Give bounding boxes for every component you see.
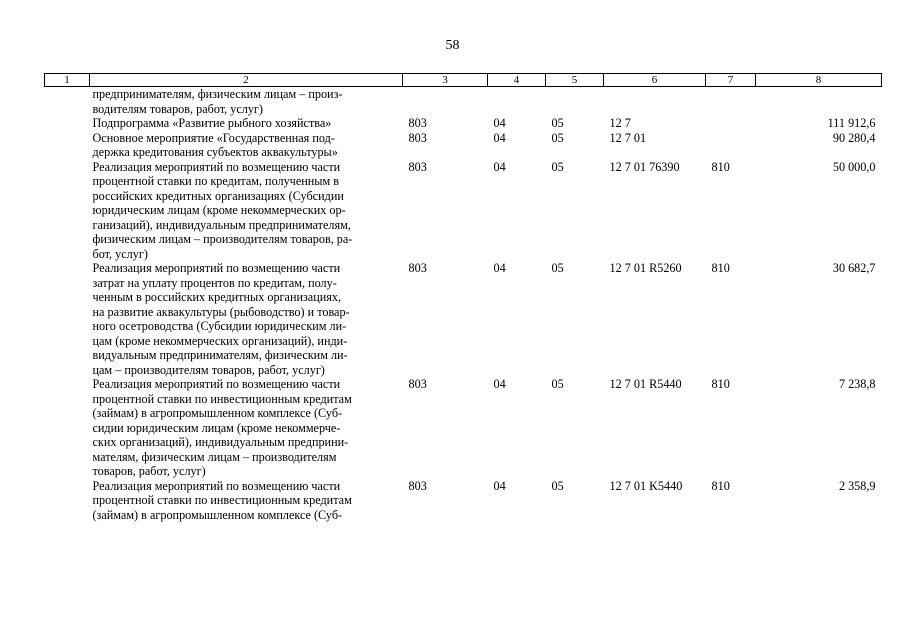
- code-c3: 803: [408, 478, 427, 493]
- row-name-line: процентной ставки по инвестиционным кредитам: [92, 493, 352, 507]
- amount: [756, 87, 882, 117]
- table-row: [45, 479, 882, 523]
- column-header-6: 6: [604, 74, 706, 87]
- code-c6: 12 7: [609, 116, 631, 130]
- row-name-line: на развитие аквакультуры (рыбоводство) и товар-: [92, 304, 350, 319]
- row-name-line: мателям, физическим лицам – производителям: [92, 449, 337, 464]
- code-c7: 810: [711, 261, 730, 275]
- row-name: [90, 116, 403, 131]
- row-name-line: цам – производителям товаров, работ, услуг): [92, 362, 325, 377]
- row-name-line: Реализация мероприятий по возмещению части: [92, 261, 341, 275]
- row-name-line: видуальным предпринимателям, физическим ли-: [92, 348, 348, 362]
- row-cell-1: [45, 479, 90, 523]
- row-name-line: ских организаций), индивидуальным предприни-: [92, 435, 349, 449]
- row-cell-1: [45, 87, 90, 117]
- row-name-line: ченным в российских кредитных организациях,: [92, 290, 341, 304]
- code-c6: 12 7 01 76390: [609, 159, 680, 174]
- code-c6: 12 7 01 K5440: [609, 478, 683, 493]
- code-c7: [706, 87, 756, 117]
- row-name-line: процентной ставки по кредитам, полученным в: [92, 174, 339, 188]
- code-c3: 803: [408, 130, 427, 145]
- row-name-line: юридическим лицам (кроме некоммерческих ор-: [92, 203, 346, 217]
- row-name: [90, 160, 403, 262]
- amount: 2 358,9: [838, 478, 876, 493]
- code-c4: 04: [493, 116, 506, 130]
- amount: 90 280,4: [832, 130, 876, 145]
- code-c4: 04: [493, 261, 506, 275]
- row-name-line: затрат на уплату процентов по кредитам, полу-: [92, 275, 337, 290]
- row-cell-1: [45, 160, 90, 262]
- code-c4: 04: [493, 159, 506, 174]
- table-row: [45, 261, 882, 377]
- row-name: [90, 87, 403, 117]
- budget-table: [44, 73, 882, 522]
- column-header-4: 4: [488, 74, 546, 87]
- column-header-3: 3: [403, 74, 488, 87]
- row-cell-1: [45, 131, 90, 160]
- code-c6: 12 7 01 R5440: [609, 377, 682, 391]
- row-cell-1: [45, 261, 90, 377]
- page-number: 58: [445, 38, 460, 53]
- code-c5: 05: [551, 478, 564, 493]
- code-c3: 803: [408, 116, 427, 130]
- code-c4: [488, 87, 546, 117]
- row-name-line: российских кредитных организациях (Субсидии: [92, 188, 344, 203]
- column-header-8: 8: [756, 74, 882, 87]
- amount: 50 000,0: [832, 159, 876, 174]
- code-c7: 810: [711, 478, 730, 493]
- code-c6: 12 7 01: [609, 130, 647, 145]
- row-name-line: Подпрограмма «Развитие рыбного хозяйства»: [92, 116, 332, 130]
- row-cell-1: [45, 116, 90, 131]
- row-name-line: Реализация мероприятий по возмещению части: [92, 159, 341, 174]
- code-c4: 04: [493, 478, 506, 493]
- column-header-1: 1: [45, 74, 90, 87]
- code-c7: 810: [711, 377, 730, 391]
- column-header-5: 5: [546, 74, 604, 87]
- code-c5: 05: [551, 261, 564, 275]
- row-name-line: держка кредитования субъектов аквакультуры»: [92, 145, 338, 159]
- row-name-line: ганизаций), индивидуальным предпринимателям,: [92, 217, 351, 232]
- code-c4: 04: [493, 377, 506, 391]
- row-name: [90, 131, 403, 160]
- row-name-line: предпринимателям, физическим лицам – произ-: [92, 87, 343, 101]
- row-name-line: товаров, работ, услуг): [92, 464, 206, 478]
- code-c5: 05: [551, 159, 564, 174]
- row-name-line: физическим лицам – производителям товаров, ра-: [92, 232, 353, 246]
- code-c3: 803: [408, 159, 427, 174]
- code-c5: [546, 87, 604, 117]
- row-name-line: водителям товаров, работ, услуг): [92, 101, 263, 116]
- amount: 30 682,7: [832, 261, 876, 275]
- row-name-line: Реализация мероприятий по возмещению части: [92, 377, 341, 391]
- code-c3: 803: [408, 261, 427, 275]
- code-c5: 05: [551, 377, 564, 391]
- row-name-line: (займам) в агропромышленном комплексе (Суб-: [92, 406, 343, 420]
- code-c4: 04: [493, 130, 506, 145]
- table-row: [45, 131, 882, 160]
- column-header-7: 7: [706, 74, 756, 87]
- row-name-line: цам (кроме некоммерческих организаций), инди-: [92, 333, 348, 348]
- row-name-line: бот, услуг): [92, 246, 148, 261]
- row-name-line: (займам) в агропромышленном комплексе (Суб-: [92, 507, 343, 522]
- amount: 7 238,8: [838, 377, 876, 391]
- table-row: [45, 87, 882, 117]
- column-header-2: 2: [90, 74, 403, 87]
- code-c5: 05: [551, 116, 564, 130]
- row-name: [90, 479, 403, 523]
- code-c6: [604, 87, 706, 117]
- row-cell-1: [45, 377, 90, 479]
- table-row: [45, 160, 882, 262]
- code-c3: 803: [408, 377, 427, 391]
- row-name-line: ного осетроводства (Субсидии юридическим ли-: [92, 319, 347, 333]
- table-row: [45, 377, 882, 479]
- column-number-row: [45, 74, 882, 87]
- code-c3: [403, 87, 488, 117]
- code-c7: [706, 131, 756, 160]
- code-c5: 05: [551, 130, 564, 145]
- code-c7: [706, 116, 756, 131]
- table-row: [45, 116, 882, 131]
- row-name-line: процентной ставки по инвестиционным кредитам: [92, 391, 352, 406]
- row-name: [90, 377, 403, 479]
- row-name: [90, 261, 403, 377]
- row-name-line: сидии юридическим лицам (кроме некоммерче-: [92, 420, 341, 435]
- row-name-line: Основное мероприятие «Государственная под-: [92, 130, 335, 145]
- row-name-line: Реализация мероприятий по возмещению части: [92, 478, 341, 493]
- code-c7: 810: [711, 159, 730, 174]
- amount: 111 912,6: [827, 116, 876, 130]
- code-c6: 12 7 01 R5260: [609, 261, 682, 275]
